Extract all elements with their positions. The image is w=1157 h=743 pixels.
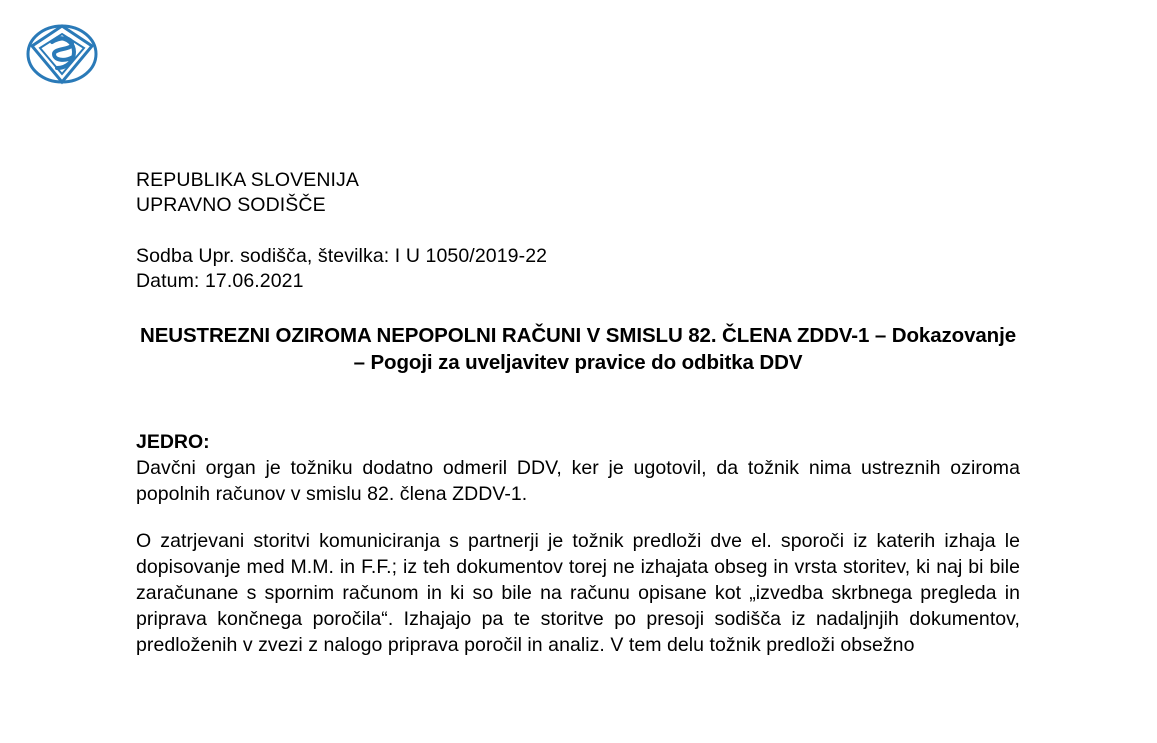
document-body bbox=[136, 168, 1020, 658]
case-info bbox=[136, 244, 1020, 294]
authority-header bbox=[136, 168, 1020, 218]
spacer bbox=[136, 218, 1020, 244]
authority-line-1: REPUBLIKA SLOVENIJA bbox=[136, 169, 359, 191]
paragraph-1: Davčni organ je tožniku dodatno odmeril DDV, ker je ugotovil, da tožnik nima ustreznih oziroma popolnih računov v smislu 82. člena ZDDV-1. bbox=[136, 457, 1020, 505]
case-number: Sodba Upr. sodišča, številka: I U 1050/2019-22 bbox=[136, 245, 548, 267]
section-label-jedro: JEDRO: bbox=[136, 431, 210, 453]
upravno-sodisce-emblem-icon bbox=[22, 20, 102, 92]
authority-line-2: UPRAVNO SODIŠČE bbox=[136, 194, 326, 216]
court-logo bbox=[22, 20, 102, 92]
paragraph-2: O zatrjevani storitvi komuniciranja s partnerji je tožnik predloži dve el. sporoči iz katerih izhaja le dopisovanje med M.M. in F.F.; iz teh dokumentov torej ne izhajata obseg in vrsta storitev, ki naj bi bile zaračunane s spornim računom in ki so bile na računu opisane kot „izvedba skrbnega pregleda in priprava končnega poročila“. Izhajajo pa te storitve po presoji sodišča iz nadaljnjih dokumentov, predloženih v zvezi z nalogo priprava poročil in analiz. V tem delu tožnik predloži obsežno bbox=[136, 530, 1020, 656]
case-date: Datum: 17.06.2021 bbox=[136, 270, 304, 292]
document-title: NEUSTREZNI OZIROMA NEPOPOLNI RAČUNI V SMISLU 82. ČLENA ZDDV-1 – Dokazovanje – Pogoji za uveljavitev pravice do odbitka DDV bbox=[139, 324, 1016, 374]
